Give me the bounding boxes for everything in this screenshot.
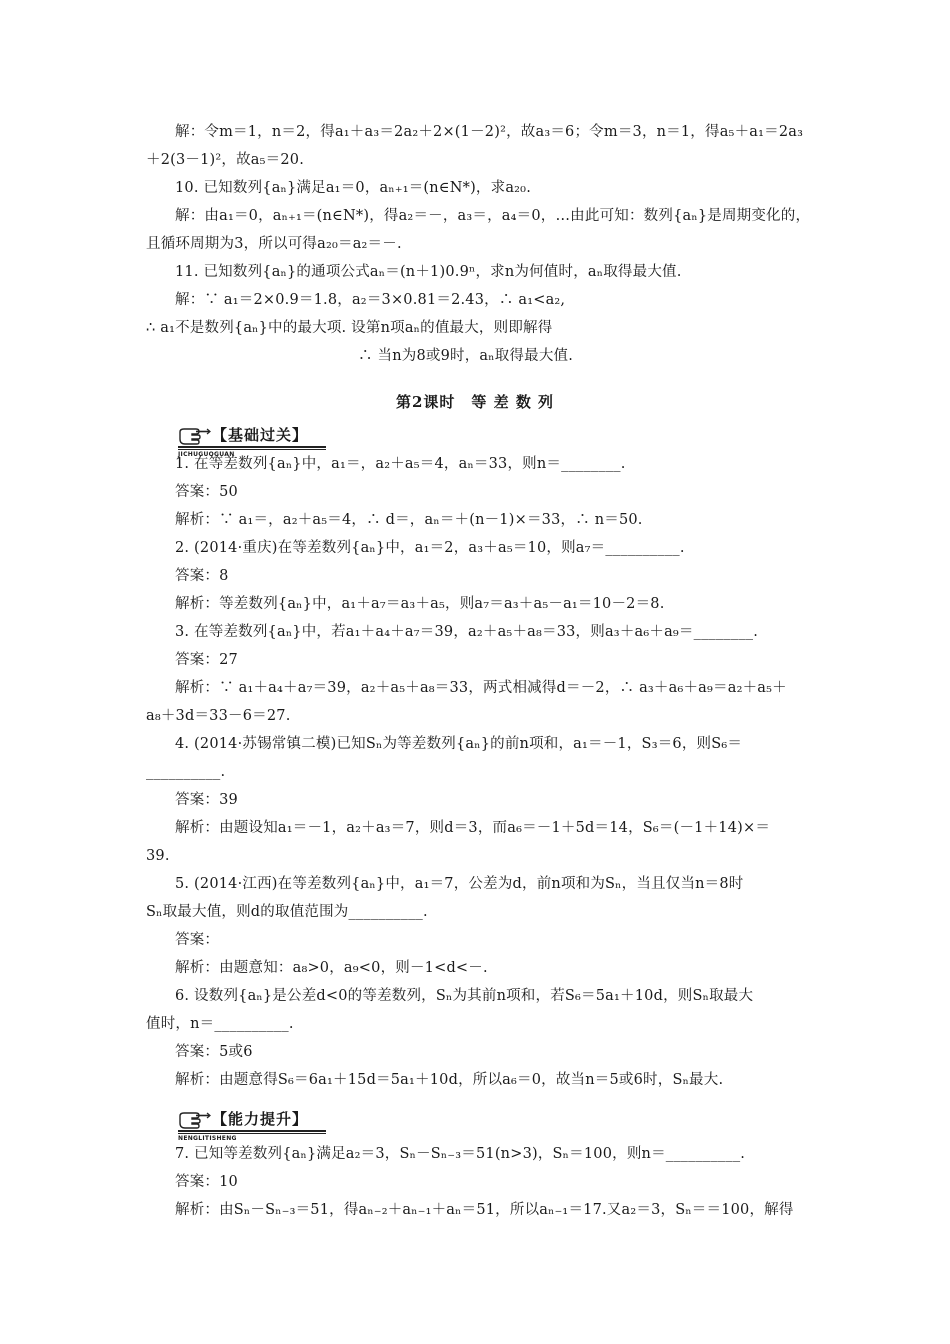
advanced-section-pinyin: NENGLITISHENG — [178, 1135, 237, 1142]
exercise-line: 答案：10 — [175, 1174, 238, 1190]
pointing-hand-icon — [178, 426, 212, 446]
exercise-line: 4. (2014·苏锡常镇二模)已知Sₙ为等差数列{aₙ}的前n项和，a₁＝－1，S₃＝6，则S₆＝ — [175, 736, 743, 752]
exercise-line: 1. 在等差数列{aₙ}中，a₁＝，a₂＋a₅＝4，aₙ＝33，则n＝________. — [175, 456, 626, 472]
exercise-line: 解析：由题意得S₆＝6a₁＋15d＝5a₁＋10d，所以a₆＝0，故当n＝5或6时，Sₙ最大. — [175, 1072, 724, 1088]
basic-section-label: 【基础过关】 — [212, 426, 309, 444]
exercise-line: 答案： — [175, 932, 220, 948]
exercise-line: __________. — [146, 764, 226, 780]
text-line: ∴ 当n为8或9时，aₙ取得最大值. — [358, 348, 574, 364]
exercise-line: Sₙ取最大值，则d的取值范围为__________. — [146, 904, 428, 920]
exercise-line: 值时，n＝__________. — [146, 1016, 294, 1032]
basic-section-banner — [178, 422, 328, 456]
exercise-line: 解析：∵ a₁＝，a₂＋a₅＝4，∴ d＝，aₙ＝＋(n－1)×＝33，∴ n＝50. — [175, 512, 643, 528]
exercise-line: 解析：由题设知a₁＝－1，a₂＋a₃＝7，则d＝3，而a₆＝－1＋5d＝14，S₆＝(－1＋14)×＝ — [175, 820, 771, 836]
exercise-line: a₈＋3d＝33－6＝27. — [146, 708, 291, 724]
advanced-section-label: 【能力提升】 — [212, 1110, 309, 1128]
exercise-line: 3. 在等差数列{aₙ}中，若a₁＋a₄＋a₇＝39，a₂＋a₅＋a₈＝33，则a₃＋a₆＋a₉＝________. — [175, 624, 759, 640]
text-line: 10. 已知数列{aₙ}满足a₁＝0，aₙ₊₁＝(n∈N*)，求a₂₀. — [175, 180, 532, 196]
basic-section-pinyin: JICHUGUOGUAN — [178, 451, 235, 458]
exercise-line: 解析：等差数列{aₙ}中，a₁＋a₇＝a₃＋a₅，则a₇＝a₃＋a₅－a₁＝10－2＝8. — [175, 596, 665, 612]
exercise-line: 答案：27 — [175, 652, 238, 668]
banner-rule — [178, 446, 326, 448]
exercise-line: 7. 已知等差数列{aₙ}满足a₂＝3，Sₙ－Sₙ₋₃＝51(n>3)，Sₙ＝100，则n＝__________. — [175, 1146, 746, 1162]
exercise-line: 解析：由题意知：a₈>0，a₉<0，则－1<d<－. — [175, 960, 488, 976]
exercise-line: 答案：5或6 — [175, 1044, 253, 1060]
exercise-line: 6. 设数列{aₙ}是公差d<0的等差数列，Sₙ为其前n项和，若S₆＝5a₁＋10d，则Sₙ取最大 — [175, 988, 754, 1004]
exercise-line: 答案：39 — [175, 792, 238, 808]
text-line: ∴ a₁不是数列{aₙ}中的最大项. 设第n项aₙ的值最大，则即解得 — [146, 320, 553, 336]
exercise-line: 2. (2014·重庆)在等差数列{aₙ}中，a₁＝2，a₃＋a₅＝10，则a₇＝__________. — [175, 540, 685, 556]
exercise-line: 答案：8 — [175, 568, 229, 584]
pointing-hand-icon — [178, 1110, 212, 1130]
text-line: 且循环周期为3，所以可得a₂₀＝a₂＝－. — [146, 236, 402, 252]
text-line: 解：令m＝1，n＝2，得a₁＋a₃＝2a₂＋2×(1－2)²，故a₃＝6；令m＝3，n＝1，得a₅＋a₁＝2a₃ — [175, 124, 804, 140]
exercise-line: 5. (2014·江西)在等差数列{aₙ}中，a₁＝7，公差为d，前n项和为Sₙ，当且仅当n＝8时 — [175, 876, 744, 892]
section-title: 第2课时 等 差 数 列 — [395, 393, 555, 411]
exercise-line: 答案：50 — [175, 484, 238, 500]
banner-rule-thin — [178, 449, 326, 450]
text-line: 解：∵ a₁＝2×0.9＝1.8，a₂＝3×0.81＝2.43，∴ a₁<a₂, — [175, 292, 566, 308]
text-line: ＋2(3－1)²，故a₅＝20. — [146, 152, 305, 168]
exercise-line: 解析：由Sₙ－Sₙ₋₃＝51，得aₙ₋₂＋aₙ₋₁＋aₙ＝51，所以aₙ₋₁＝17.又a₂＝3，Sₙ＝＝100，解得 — [175, 1202, 794, 1218]
text-line: 解：由a₁＝0，aₙ₊₁＝(n∈N*)，得a₂＝－，a₃＝，a₄＝0，…由此可知：数列{aₙ}是周期变化的， — [175, 208, 811, 224]
text-line: 11. 已知数列{aₙ}的通项公式aₙ＝(n＋1)0.9ⁿ，求n为何值时，aₙ取得最大值. — [175, 264, 682, 280]
exercise-line: 解析：∵ a₁＋a₄＋a₇＝39，a₂＋a₅＋a₈＝33，两式相减得d＝－2，∴ a₃＋a₆＋a₉＝a₂＋a₅＋ — [175, 680, 787, 696]
advanced-section-banner — [178, 1106, 328, 1140]
banner-rule-thin — [178, 1133, 326, 1134]
banner-rule — [178, 1130, 326, 1132]
exercise-line: 39. — [146, 848, 170, 864]
